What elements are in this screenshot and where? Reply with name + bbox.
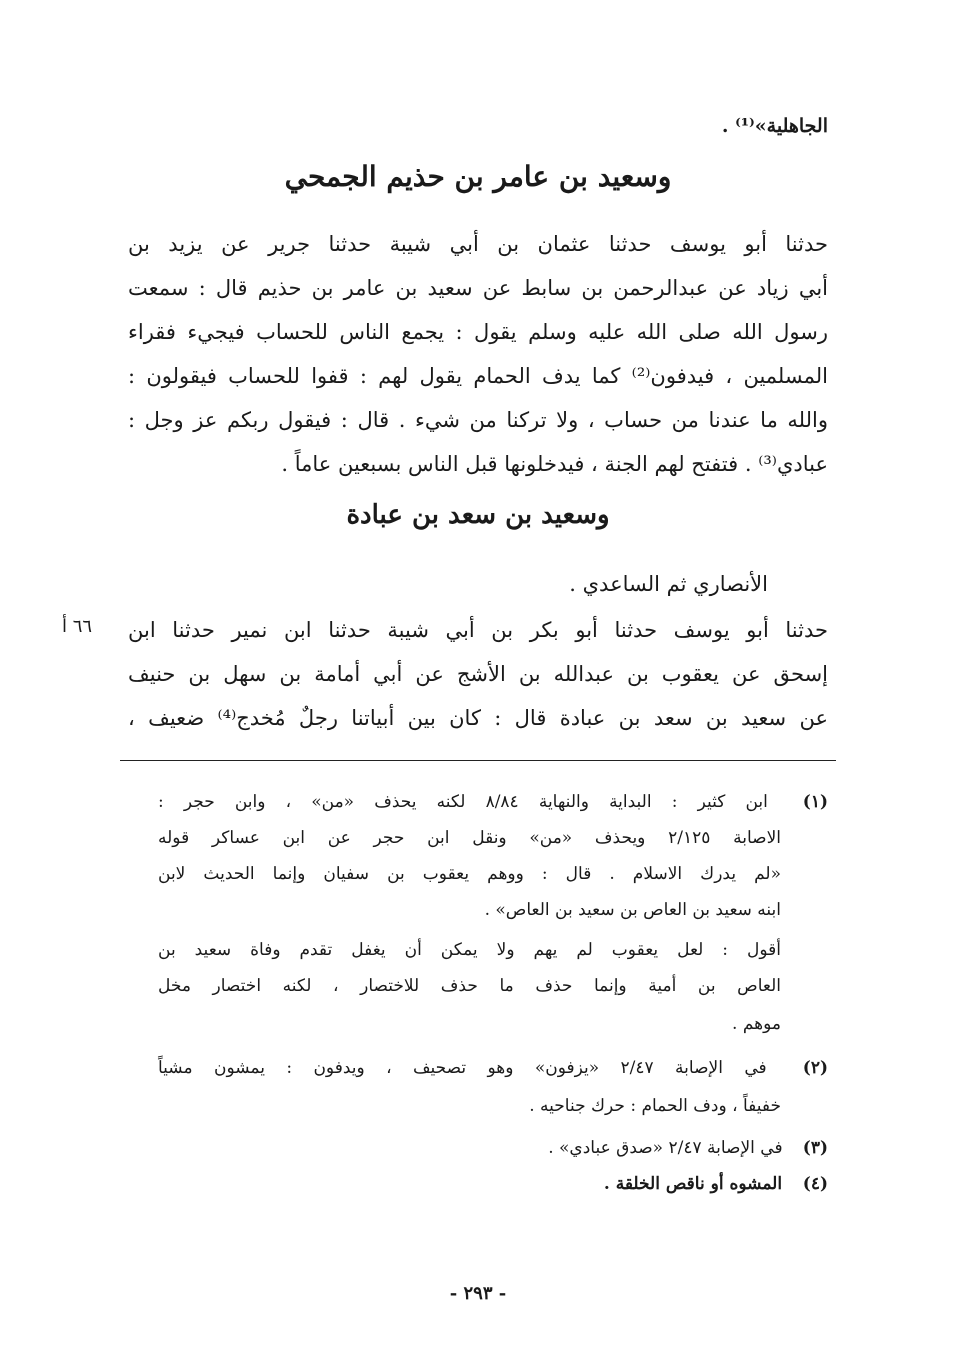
body-line: حدثنا أبو يوسف حدثنا أبو بكر بن أبي شيبة حدثنا ابن نمير حدثنا ابن: [128, 618, 828, 642]
footnote-number: (٢): [802, 1058, 829, 1078]
page-number: - ٢٩٣ -: [449, 1283, 507, 1304]
body-line: والله ما عندنا من حساب ، ولا تركنا من شيء . قال : فيقول ربكم عز وجل :: [128, 408, 828, 432]
footnote-text: ابن كثير : البداية والنهاية ٨/٨٤ لكنه يحذف «من» ، وابن حجر :: [158, 792, 768, 812]
footnote-1-line: [158, 784, 828, 820]
section-subtitle: الأنصاري ثم الساعدي .: [569, 572, 768, 596]
body-line: أبي زياد عن عبدالرحمن بن سابط عن سعيد بن عامر بن حذيم قال : سمعت: [128, 276, 828, 300]
footnote-3-line: [158, 1130, 828, 1166]
footnote-separator: [120, 760, 836, 761]
footnote-text: في الإصابة ٢/٤٧ «صدق عبادي» .: [548, 1138, 783, 1158]
section-heading-1: وسعيد بن عامر بن حذيم الجمحي: [284, 160, 672, 193]
body-line: إسحق عن يعقوب بن عبدالله بن الأشج عن أبي أمامة بن سهل بن حنيف: [128, 662, 828, 686]
footnote-number: (٤): [802, 1174, 828, 1194]
footnote-1-line: «لم يدرك الاسلام . قال : ووهم يعقوب بن سفيان وإنما الحديث لابن: [158, 864, 781, 884]
body-line: حدثنا أبو يوسف حدثنا عثمان بن أبي شيبة حدثنا جرير عن يزيد بن: [128, 232, 828, 256]
footnote-text: في الإصابة ٢/٤٧ «يزفون» وهو تصحيف ، ويدفون : يمشون مشياً: [158, 1058, 767, 1078]
footnote-1-line: العاص بن أمية وإنما حذف ما حذف للاختصار ، لكنه اختصار مخل: [158, 976, 781, 996]
footnote-4-line: [158, 1166, 828, 1202]
footnote-1-line: أقول : لعل يعقوب لم يهم ولا يمكن أن يغفل تقدم وفاة سعيد بن: [158, 940, 781, 960]
body-line: المسلمين ، فيدفون⁽²⁾ كما يدف الحمام يقول لهم : قفوا للحساب فيقولون :: [128, 364, 828, 388]
footnote-2-line: خفيفاً ، ودف الحمام : حرك جناحيه .: [529, 1096, 781, 1116]
footnote-text: المشوه أو ناقص الخلقة .: [603, 1174, 783, 1194]
footnote-number: (٣): [802, 1138, 828, 1158]
footnote-1-line: ابنه سعيد بن العاص بن سعيد بن العاص» .: [484, 900, 781, 920]
footnote-number: (١): [802, 792, 828, 812]
margin-folio-note: ٦٦ أ: [62, 616, 93, 637]
body-line: عبادي⁽³⁾ . فتفتح لهم الجنة ، فيدخلونها قبل الناس بسبعين عاماً .: [281, 452, 828, 476]
footnote-1-line: الاصابة ٢/١٢٥ ويحذف «من» ونقل ابن حجر عن ابن عساكر قوله: [158, 828, 781, 848]
footnote-1-line: موهم .: [732, 1014, 781, 1034]
body-line: عن سعيد بن سعد بن عبادة قال : كان بين أبياتنا رجلٌ مُخدج⁽⁴⁾ ضعيف ،: [128, 706, 828, 730]
section-heading-2: وسعيد بن سعد بن عبادة: [346, 500, 610, 530]
footnote-2-line: [158, 1050, 828, 1086]
body-line: رسول الله صلى الله عليه وسلم يقول : يجمع الناس للحساب فيجيء فقراء: [128, 320, 828, 344]
continuation-line: الجاهلية»⁽¹⁾ .: [721, 115, 828, 137]
